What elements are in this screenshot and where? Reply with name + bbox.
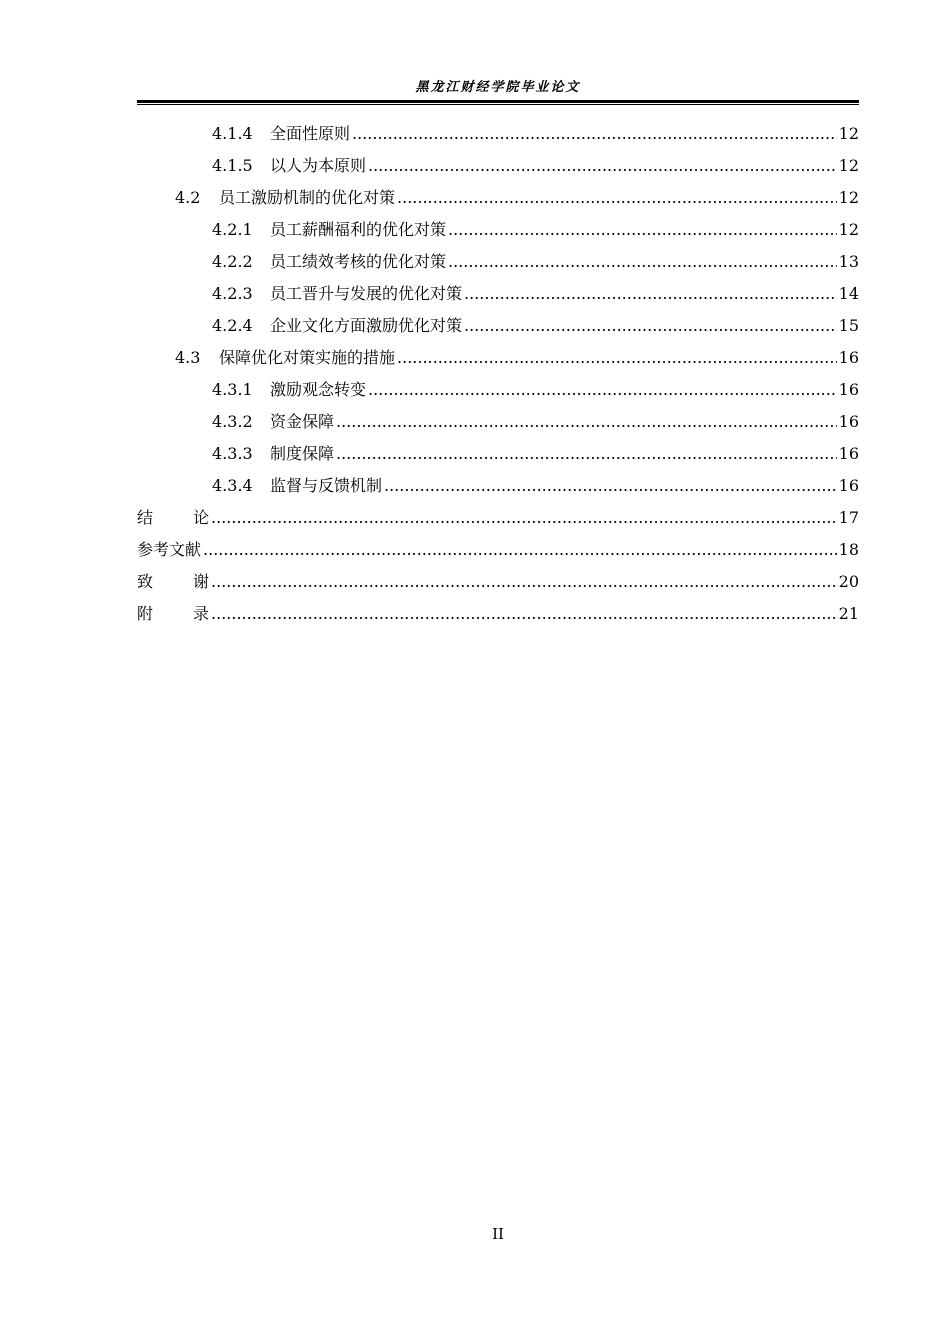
table-of-contents: [137, 118, 859, 630]
toc-entry-title: 资金保障: [270, 412, 335, 431]
toc-entry-page: 16: [838, 412, 859, 431]
toc-entry-page: 16: [838, 380, 859, 399]
toc-entry-number: 4.2.1: [212, 220, 253, 239]
toc-entry-title: 企业文化方面激励优化对策: [270, 316, 463, 335]
toc-dot-leader: [352, 118, 837, 150]
toc-dot-leader: [336, 438, 837, 470]
toc-entry-page: 16: [838, 348, 859, 367]
toc-dot-leader: [464, 310, 837, 342]
toc-entry-appendix[interactable]: [137, 598, 859, 630]
toc-entry-page: 20: [838, 572, 859, 591]
toc-entry-acknowledgements[interactable]: [137, 566, 859, 598]
toc-dot-leader: [448, 214, 837, 246]
toc-entry-title: 全面性原则: [270, 124, 351, 143]
toc-entry-title: 监督与反馈机制: [270, 476, 383, 495]
header-rule-thick: [137, 100, 859, 103]
toc-dot-leader: [368, 374, 837, 406]
toc-dot-leader: [211, 502, 837, 534]
toc-entry-number: 4.2.3: [212, 284, 253, 303]
toc-entry-number: 4.3.4: [212, 476, 253, 495]
toc-entry-page: 12: [838, 124, 859, 143]
toc-entry[interactable]: [137, 214, 859, 246]
toc-entry-page: 13: [838, 252, 859, 271]
toc-entry-conclusion[interactable]: [137, 502, 859, 534]
toc-dot-leader: [397, 182, 837, 214]
toc-entry[interactable]: [137, 310, 859, 342]
page-header-title: 黑龙江财经学院毕业论文: [415, 80, 581, 95]
toc-entry-page: 21: [838, 604, 859, 623]
toc-entry-page: 16: [838, 444, 859, 463]
toc-entry-title: 以人为本原则: [270, 156, 367, 175]
toc-entry-number: 4.2: [175, 188, 201, 207]
toc-entry-number: 4.2.4: [212, 316, 253, 335]
toc-entry[interactable]: [137, 118, 859, 150]
toc-entry-page: 15: [838, 316, 859, 335]
toc-dot-leader: [211, 598, 837, 630]
toc-entry[interactable]: [137, 470, 859, 502]
toc-entry-title: 激励观念转变: [270, 380, 367, 399]
toc-entry[interactable]: [137, 438, 859, 470]
toc-entry-title: 员工激励机制的优化对策: [219, 188, 396, 207]
toc-entry-title: 参考文献: [137, 540, 202, 559]
toc-entry-title: 员工薪酬福利的优化对策: [270, 220, 447, 239]
toc-entry-number: 4.3.1: [212, 380, 253, 399]
toc-entry[interactable]: [137, 374, 859, 406]
toc-entry-title: 结论: [137, 508, 250, 527]
toc-entry[interactable]: [137, 406, 859, 438]
toc-entry-page: 12: [838, 156, 859, 175]
toc-entry-page: 16: [838, 476, 859, 495]
toc-entry-title: 附录: [137, 604, 250, 623]
toc-dot-leader: [368, 150, 837, 182]
toc-entry-number: 4.1.4: [212, 124, 253, 143]
header-rule-thin: [137, 104, 859, 105]
toc-dot-leader: [211, 566, 837, 598]
toc-entry[interactable]: [137, 182, 859, 214]
toc-entry-page: 18: [838, 540, 859, 559]
toc-entry-page: 12: [838, 220, 859, 239]
toc-entry[interactable]: [137, 246, 859, 278]
toc-entry-page: 17: [838, 508, 859, 527]
toc-entry[interactable]: [137, 342, 859, 374]
toc-entry-title: 致谢: [137, 572, 250, 591]
toc-entry-title: 制度保障: [270, 444, 335, 463]
toc-entry-number: 4.3.3: [212, 444, 253, 463]
toc-entry[interactable]: [137, 278, 859, 310]
toc-entry[interactable]: [137, 150, 859, 182]
toc-entry-title: 保障优化对策实施的措施: [219, 348, 396, 367]
toc-entry-title: 员工晋升与发展的优化对策: [270, 284, 463, 303]
toc-entry-page: 12: [838, 188, 859, 207]
toc-entry-page: 14: [838, 284, 859, 303]
toc-dot-leader: [384, 470, 837, 502]
toc-entry-number: 4.1.5: [212, 156, 253, 175]
page-number: II: [492, 1225, 504, 1243]
toc-dot-leader: [448, 246, 837, 278]
toc-dot-leader: [336, 406, 837, 438]
toc-dot-leader: [464, 278, 837, 310]
toc-entry-title: 员工绩效考核的优化对策: [270, 252, 447, 271]
toc-entry-number: 4.3: [175, 348, 201, 367]
toc-dot-leader: [397, 342, 837, 374]
toc-entry-number: 4.3.2: [212, 412, 253, 431]
toc-dot-leader: [203, 534, 837, 566]
toc-entry-number: 4.2.2: [212, 252, 253, 271]
toc-entry-references[interactable]: [137, 534, 859, 566]
